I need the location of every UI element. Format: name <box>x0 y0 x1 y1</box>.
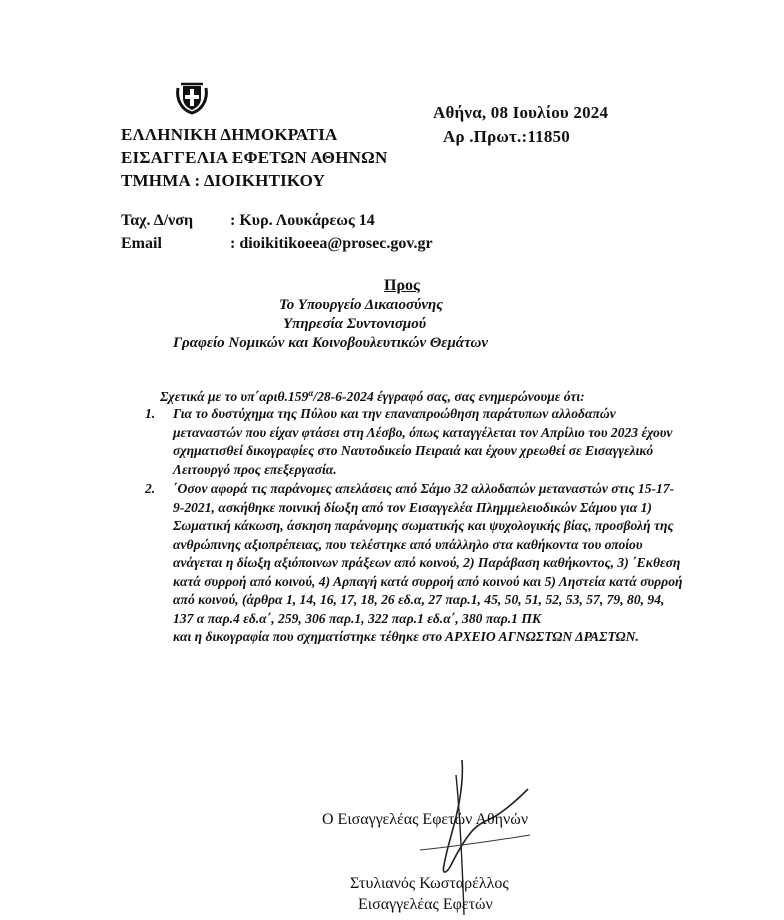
country-name: ΕΛΛΗΝΙΚΗ ΔΗΜΟΚΡΑΤΙΑ <box>121 125 338 144</box>
item-text: Για το δυστύχημα της Πύλου και την επαναπροώθηση παράτυπων αλλοδαπών μεταναστών που είχαν φτάσει στη Λέσβο, όπως καταγγέλεται τον Απρίλιο του 2023 έχουν σχηματισθεί δικογραφίες στο Ναυτοδικείο Πειραιά και έχουν χρεωθεί σε Εισαγγελικό Λειτουργό προς επεξεργασία. <box>173 406 673 477</box>
postal-value: : Κυρ. Λουκάρεως 14 <box>230 212 375 229</box>
list-item <box>145 480 685 647</box>
office-name: ΕΙΣΑΓΓΕΛΙΑ ΕΦΕΤΩΝ ΑΘΗΝΩΝ <box>121 148 388 167</box>
place-date: Αθήνα, 08 Ιουλίου 2024 <box>433 103 609 122</box>
greek-emblem-icon <box>172 76 212 116</box>
email-label: Email <box>121 235 162 252</box>
signatory-name: Στυλιανός Κωσταρέλλος <box>350 875 509 892</box>
recipient-line-3: Γραφείο Νομικών και Κοινοβουλευτικών Θεμάτων <box>173 335 489 351</box>
intro-line: Σχετικά με το $\upsilon\pi΄\alpha\rho\iota\theta.159^\alpha/28-6-2024$ έγγραφό σας, σας ενημερώνουμε ότι: <box>160 388 585 404</box>
signatory-role: Εισαγγελέας Εφετών <box>358 896 493 913</box>
recipient-line-1: Το Υπουργείο Δικαιοσύνης <box>279 297 443 313</box>
protocol-number: Αρ .Πρωτ.:11850 <box>443 127 570 146</box>
postal-label: Ταχ. Δ/νση <box>121 212 194 229</box>
department-name: ΤΜΗΜΑ : ΔΙΟΙΚΗΤΙΚΟΥ <box>121 171 326 190</box>
item-text-continuation: και η δικογραφία που σχηματίστηκε τέθηκε στο ΑΡΧΕΙΟ ΑΓΝΩΣΤΩΝ ΔΡΑΣΤΩΝ. <box>173 629 639 644</box>
item-number: 1. <box>145 406 156 421</box>
list-item <box>145 405 685 479</box>
item-number: 2. <box>145 481 156 496</box>
recipient-line-2: Υπηρεσία Συντονισμού <box>283 316 427 332</box>
body-list <box>145 405 685 647</box>
email-value: : dioikitikoeea@prosec.gov.gr <box>230 235 433 252</box>
recipient-heading: Προς <box>384 277 420 294</box>
signature-title: Ο Εισαγγελέας Εφετών Αθηνών <box>322 811 529 828</box>
item-text: ΄Οσον αφορά τις παράνομες απελάσεις από Σάμο 32 αλλοδαπών μεταναστών στις 15-17-9-2021, ασκήθηκε ποινική δίωξη από τον Εισαγγελέα Πλημμελειοδικών Σάμου για 1) Σωματική κάκωση, άσκηση παράνομης σωματικής και ψυχολογικής βίας, προσβολή της ανθρώπινης αξιοπρέπειας, που τελέστηκε από υπάλληλο στα καθήκοντα του οποίου ανάγεται η δίωξη αξιόποινων πράξεων από κοινού, 2) Παράβαση καθήκοντος, 3) ΄Εκθεση κατά συρροή από κοινού, 4) Αρπαγή κατά συρροή από κοινού και 5) Ληστεία κατά συρροή από κοινού, (άρθρα 1, 14, 16, 17, 18, 26 εδ.α, 27 παρ.1, 45, 50, 51, 52, 53, 57, 79, 80, 94, 137 α παρ.4 εδ.α΄, 259, 306 παρ.1, 322 παρ.1 εδ.α΄, 380 παρ.1 ΠΚ <box>173 481 683 626</box>
